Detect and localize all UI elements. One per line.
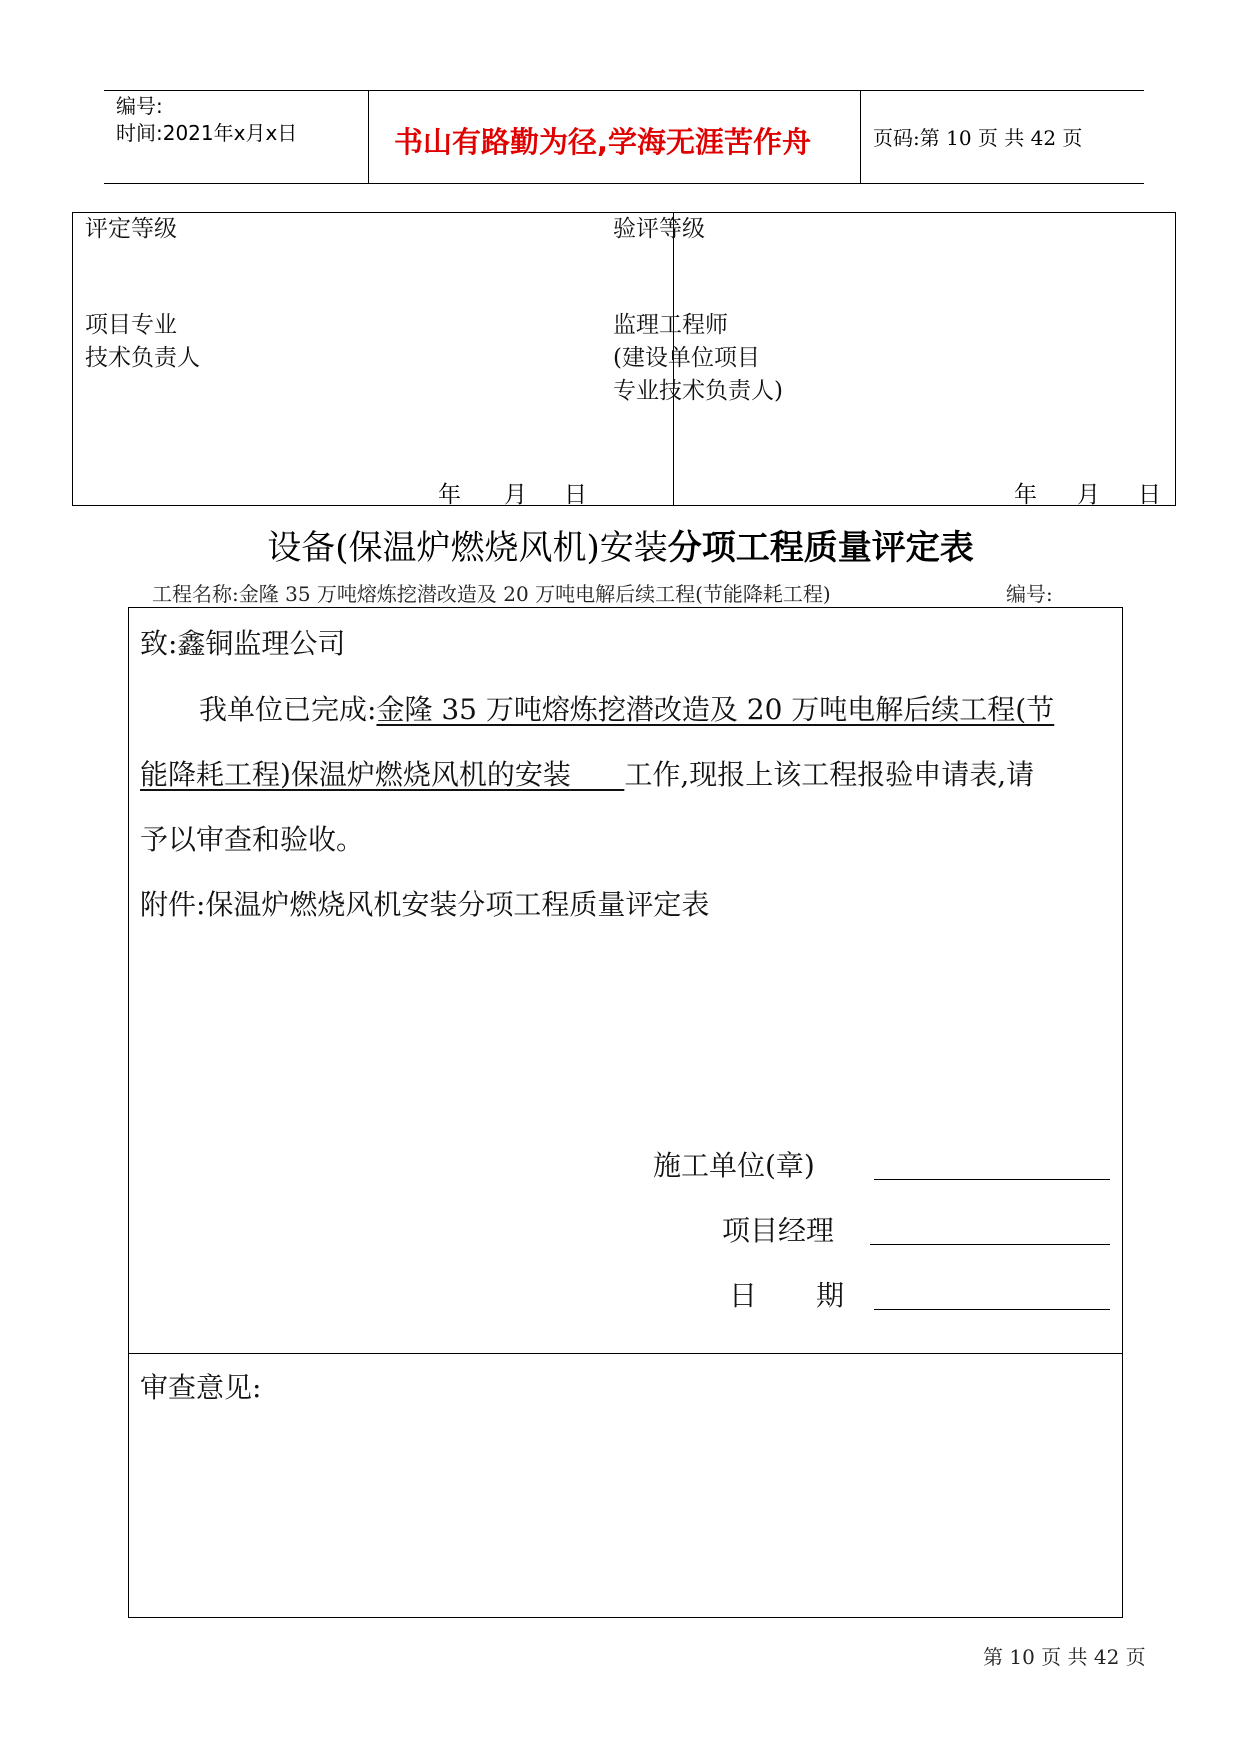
evaluation-table bbox=[72, 212, 1176, 506]
application-form bbox=[128, 607, 1123, 1618]
project-number-label: 编号: bbox=[1006, 582, 1053, 606]
project-name: 工程名称:金隆 35 万吨熔炼挖潜改造及 20 万吨电解后续工程(节能降耗工程) bbox=[152, 582, 831, 606]
form-section-divider bbox=[129, 1353, 1122, 1354]
right-date-day: 日 bbox=[1138, 482, 1161, 508]
right-person-line3: 专业技术负责人) bbox=[613, 378, 783, 404]
document-title-part2: 分项工程质量评定表 bbox=[667, 528, 974, 568]
body-intro: 我单位已完成: bbox=[199, 693, 377, 726]
right-grade-label: 验评等级 bbox=[613, 216, 705, 242]
header-top-rule bbox=[104, 90, 1144, 91]
body-rest-1: 工作,现报上该工程报验申请表,请 bbox=[624, 758, 1035, 791]
right-person-line2: (建设单位项目 bbox=[613, 345, 760, 371]
review-opinion-label: 审查意见: bbox=[140, 1371, 262, 1404]
signature-date-line bbox=[874, 1309, 1110, 1310]
header-serial-label: 编号: bbox=[116, 94, 163, 118]
left-date-year: 年 bbox=[438, 482, 461, 508]
body-line-2 bbox=[140, 753, 1034, 793]
header-bottom-rule bbox=[104, 183, 1144, 184]
signature-unit-line bbox=[874, 1179, 1110, 1180]
body-project-underlined-1: 金隆 35 万吨熔炼挖潜改造及 20 万吨电解后续工程(节 bbox=[376, 693, 1055, 726]
left-date-month: 月 bbox=[504, 482, 527, 508]
document-title-part1: 设备(保温炉燃烧风机)安装 bbox=[267, 528, 668, 568]
body-line-3: 予以审查和验收。 bbox=[140, 823, 365, 856]
right-date-month: 月 bbox=[1077, 482, 1100, 508]
right-date-year: 年 bbox=[1014, 482, 1037, 508]
header-page-label: 页码:第 10 页 共 42 页 bbox=[873, 126, 1083, 150]
signature-date-label-1: 日 bbox=[729, 1279, 758, 1312]
signature-unit-label: 施工单位(章) bbox=[653, 1149, 815, 1182]
right-person-line1: 监理工程师 bbox=[613, 312, 728, 338]
document-title bbox=[0, 520, 1241, 569]
body-underline-gap bbox=[571, 758, 624, 791]
header-divider-left bbox=[368, 90, 369, 183]
left-person-line1: 项目专业 bbox=[85, 312, 177, 338]
signature-manager-line bbox=[870, 1244, 1110, 1245]
left-date-day: 日 bbox=[564, 482, 587, 508]
left-grade-label: 评定等级 bbox=[85, 216, 177, 242]
body-line-1 bbox=[199, 688, 1054, 728]
header-divider-right bbox=[860, 90, 861, 183]
footer-page-number: 第 10 页 共 42 页 bbox=[983, 1645, 1146, 1669]
signature-manager-label: 项目经理 bbox=[722, 1214, 835, 1247]
signature-date-label-2: 期 bbox=[816, 1279, 845, 1312]
attachment: 附件:保温炉燃烧风机安装分项工程质量评定表 bbox=[140, 888, 710, 921]
body-project-underlined-2: 能降耗工程)保温炉燃烧风机的安装 bbox=[140, 758, 571, 791]
header-motto: 书山有路勤为径,学海无涯苦作舟 bbox=[394, 125, 812, 159]
left-person-line2: 技术负责人 bbox=[85, 345, 200, 371]
header-time-label: 时间:2021年x月x日 bbox=[116, 121, 298, 145]
addressee: 致:鑫铜监理公司 bbox=[140, 627, 346, 660]
